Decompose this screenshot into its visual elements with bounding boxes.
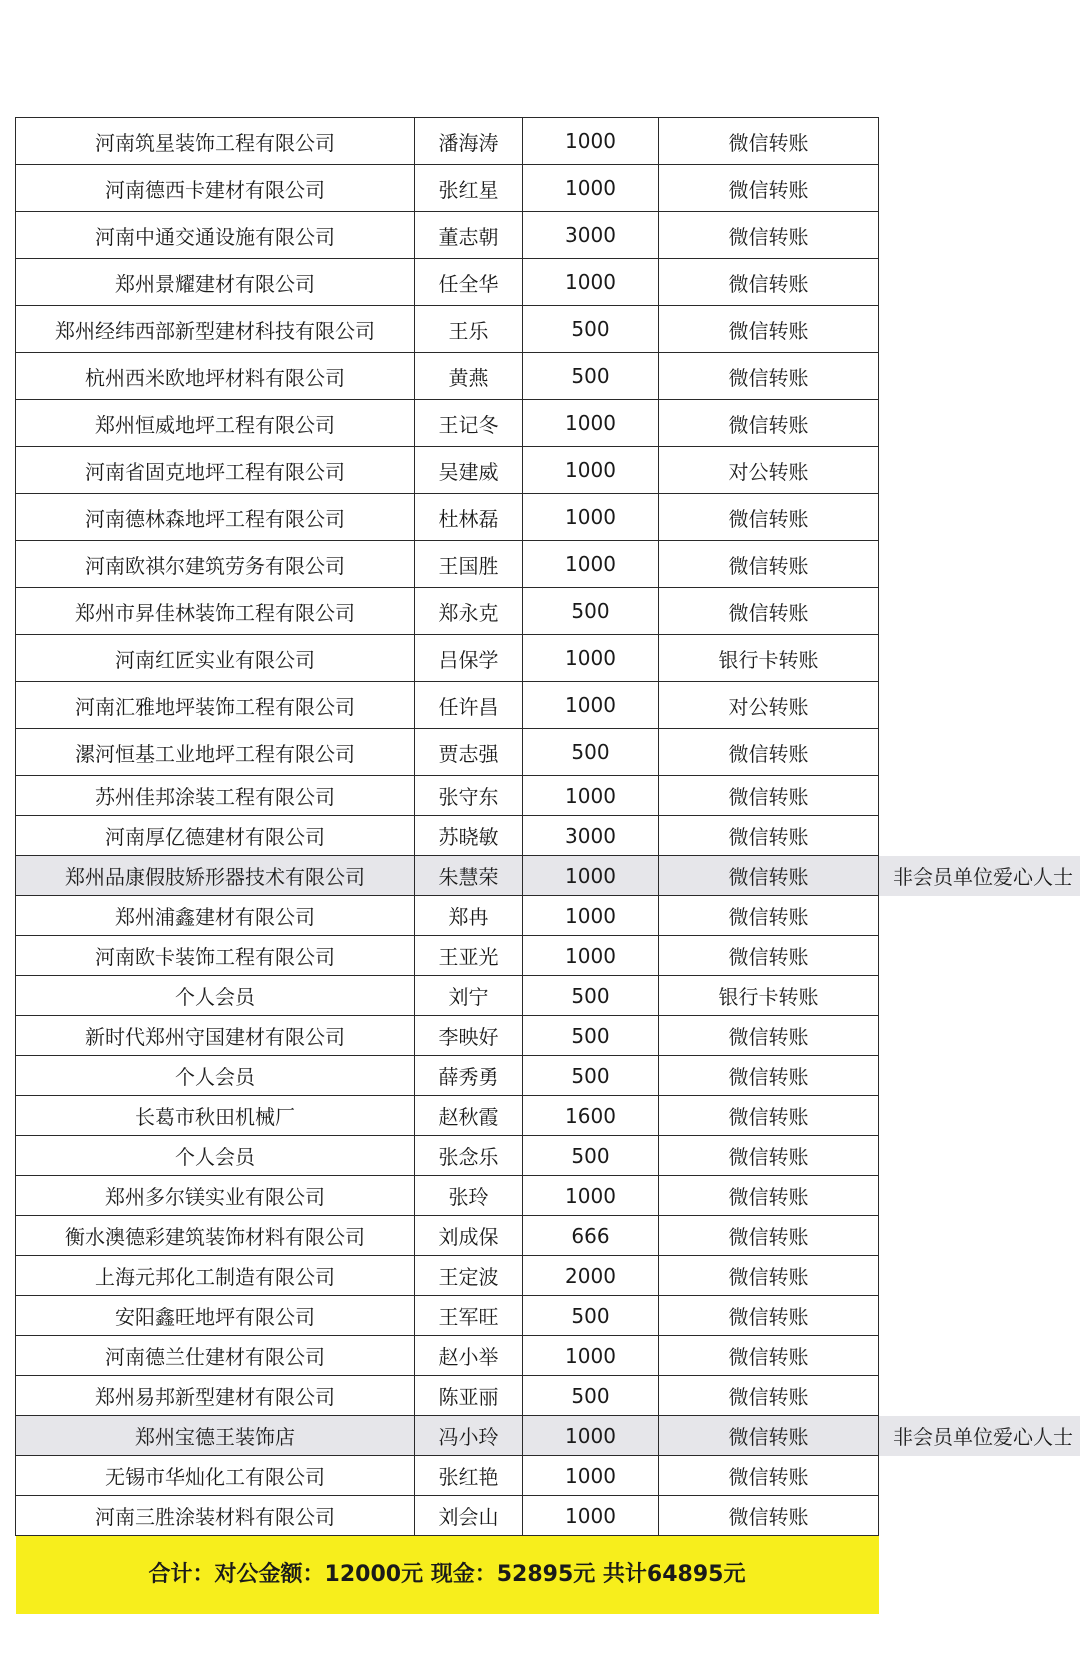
company-cell: 个人会员 <box>16 1056 415 1096</box>
company-cell: 郑州易邦新型建材有限公司 <box>16 1376 415 1416</box>
contact-person-cell: 王亚光 <box>415 936 523 976</box>
amount-cell: 1000 <box>523 635 659 682</box>
amount-cell: 500 <box>523 588 659 635</box>
table-row <box>16 816 1080 856</box>
payment-method-cell: 微信转账 <box>659 212 879 259</box>
table-row <box>16 1016 1080 1056</box>
table-row <box>16 856 1080 896</box>
table-row <box>16 682 1080 729</box>
note-cell <box>879 896 1080 936</box>
amount-cell: 1000 <box>523 682 659 729</box>
company-cell: 郑州品康假肢矫形器技术有限公司 <box>16 856 415 896</box>
contact-person-cell: 郑冉 <box>415 896 523 936</box>
note-cell <box>879 936 1080 976</box>
contact-person-cell: 刘宁 <box>415 976 523 1016</box>
payment-method-cell: 微信转账 <box>659 353 879 400</box>
company-cell: 河南厚亿德建材有限公司 <box>16 816 415 856</box>
contact-person-cell: 董志朝 <box>415 212 523 259</box>
contact-person-cell: 王定波 <box>415 1256 523 1296</box>
payment-method-cell: 微信转账 <box>659 1256 879 1296</box>
note-cell <box>879 1256 1080 1296</box>
contact-person-cell: 张念乐 <box>415 1136 523 1176</box>
table-row <box>16 541 1080 588</box>
amount-cell: 3000 <box>523 212 659 259</box>
contact-person-cell: 刘成保 <box>415 1216 523 1256</box>
contact-person-cell: 张红艳 <box>415 1456 523 1496</box>
payment-method-cell: 微信转账 <box>659 1136 879 1176</box>
contact-person-cell: 王记冬 <box>415 400 523 447</box>
note-cell <box>879 1136 1080 1176</box>
note-cell <box>879 306 1080 353</box>
note-cell <box>879 259 1080 306</box>
contact-person-cell: 薛秀勇 <box>415 1056 523 1096</box>
note-cell <box>879 1016 1080 1056</box>
note-cell <box>879 541 1080 588</box>
contact-person-cell: 朱慧荣 <box>415 856 523 896</box>
company-cell: 衡水澳德彩建筑装饰材料有限公司 <box>16 1216 415 1256</box>
amount-cell: 1000 <box>523 1176 659 1216</box>
table-row <box>16 306 1080 353</box>
note-cell <box>879 447 1080 494</box>
company-cell: 河南德林森地坪工程有限公司 <box>16 494 415 541</box>
company-cell: 河南中通交通设施有限公司 <box>16 212 415 259</box>
amount-cell: 1000 <box>523 541 659 588</box>
payment-method-cell: 微信转账 <box>659 588 879 635</box>
note-cell <box>879 1456 1080 1496</box>
company-cell: 郑州景耀建材有限公司 <box>16 259 415 306</box>
note-cell <box>879 353 1080 400</box>
table-row <box>16 494 1080 541</box>
note-cell <box>879 1336 1080 1376</box>
note-cell <box>879 588 1080 635</box>
contact-person-cell: 李映好 <box>415 1016 523 1056</box>
contact-person-cell: 陈亚丽 <box>415 1376 523 1416</box>
table-row <box>16 936 1080 976</box>
company-cell: 长葛市秋田机械厂 <box>16 1096 415 1136</box>
amount-cell: 3000 <box>523 816 659 856</box>
company-cell: 郑州市昇佳林装饰工程有限公司 <box>16 588 415 635</box>
contact-person-cell: 杜林磊 <box>415 494 523 541</box>
amount-cell: 500 <box>523 1296 659 1336</box>
payment-method-cell: 微信转账 <box>659 936 879 976</box>
company-cell: 个人会员 <box>16 976 415 1016</box>
payment-method-cell: 微信转账 <box>659 729 879 776</box>
table-row <box>16 1296 1080 1336</box>
company-cell: 河南德西卡建材有限公司 <box>16 165 415 212</box>
payment-method-cell: 微信转账 <box>659 1056 879 1096</box>
table-row <box>16 896 1080 936</box>
contact-person-cell: 赵小举 <box>415 1336 523 1376</box>
table-row <box>16 400 1080 447</box>
amount-cell: 500 <box>523 1136 659 1176</box>
company-cell: 河南三胜涂装材料有限公司 <box>16 1496 415 1536</box>
payment-method-cell: 微信转账 <box>659 1176 879 1216</box>
table-row <box>16 212 1080 259</box>
payment-method-cell: 微信转账 <box>659 896 879 936</box>
contact-person-cell: 吕保学 <box>415 635 523 682</box>
table-row <box>16 1496 1080 1536</box>
amount-cell: 1000 <box>523 259 659 306</box>
note-cell <box>879 816 1080 856</box>
contact-person-cell: 郑永克 <box>415 588 523 635</box>
contact-person-cell: 黄燕 <box>415 353 523 400</box>
payment-method-cell: 微信转账 <box>659 1456 879 1496</box>
contact-person-cell: 王军旺 <box>415 1296 523 1336</box>
contact-person-cell: 张守东 <box>415 776 523 816</box>
payment-method-cell: 微信转账 <box>659 400 879 447</box>
contact-person-cell: 张玲 <box>415 1176 523 1216</box>
table-row <box>16 1336 1080 1376</box>
amount-cell: 1000 <box>523 165 659 212</box>
payment-method-cell: 银行卡转账 <box>659 635 879 682</box>
amount-cell: 2000 <box>523 1256 659 1296</box>
company-cell: 河南汇雅地坪装饰工程有限公司 <box>16 682 415 729</box>
company-cell: 个人会员 <box>16 1136 415 1176</box>
amount-cell: 1000 <box>523 856 659 896</box>
payment-method-cell: 微信转账 <box>659 1016 879 1056</box>
company-cell: 郑州浦鑫建材有限公司 <box>16 896 415 936</box>
total-row <box>16 1536 1080 1615</box>
note-cell <box>879 212 1080 259</box>
company-cell: 新时代郑州守国建材有限公司 <box>16 1016 415 1056</box>
table-row <box>16 118 1080 165</box>
company-cell: 无锡市华灿化工有限公司 <box>16 1456 415 1496</box>
donation-table <box>15 117 1080 1614</box>
company-cell: 河南筑星装饰工程有限公司 <box>16 118 415 165</box>
table-row <box>16 1216 1080 1256</box>
payment-method-cell: 微信转账 <box>659 306 879 353</box>
table-row <box>16 259 1080 306</box>
amount-cell: 1000 <box>523 400 659 447</box>
table-row <box>16 1456 1080 1496</box>
note-cell <box>879 494 1080 541</box>
table-row <box>16 1056 1080 1096</box>
table-row <box>16 976 1080 1016</box>
amount-cell: 500 <box>523 353 659 400</box>
contact-person-cell: 冯小玲 <box>415 1416 523 1456</box>
amount-cell: 1000 <box>523 1496 659 1536</box>
amount-cell: 500 <box>523 306 659 353</box>
company-cell: 河南欧卡装饰工程有限公司 <box>16 936 415 976</box>
table-row <box>16 165 1080 212</box>
payment-method-cell: 微信转账 <box>659 541 879 588</box>
note-cell <box>879 1376 1080 1416</box>
amount-cell: 1600 <box>523 1096 659 1136</box>
payment-method-cell: 微信转账 <box>659 856 879 896</box>
table-row <box>16 588 1080 635</box>
table-row <box>16 447 1080 494</box>
amount-cell: 1000 <box>523 776 659 816</box>
company-cell: 郑州多尔镁实业有限公司 <box>16 1176 415 1216</box>
payment-method-cell: 银行卡转账 <box>659 976 879 1016</box>
payment-method-cell: 微信转账 <box>659 1496 879 1536</box>
note-cell <box>879 118 1080 165</box>
company-cell: 河南省固克地坪工程有限公司 <box>16 447 415 494</box>
payment-method-cell: 微信转账 <box>659 1336 879 1376</box>
payment-method-cell: 微信转账 <box>659 1296 879 1336</box>
amount-cell: 1000 <box>523 118 659 165</box>
payment-method-cell: 微信转账 <box>659 494 879 541</box>
note-cell <box>879 400 1080 447</box>
company-cell: 杭州西米欧地坪材料有限公司 <box>16 353 415 400</box>
amount-cell: 666 <box>523 1216 659 1256</box>
note-cell <box>879 976 1080 1016</box>
contact-person-cell: 苏晓敏 <box>415 816 523 856</box>
contact-person-cell: 张红星 <box>415 165 523 212</box>
amount-cell: 1000 <box>523 494 659 541</box>
amount-cell: 500 <box>523 729 659 776</box>
company-cell: 河南德兰仕建材有限公司 <box>16 1336 415 1376</box>
note-cell <box>879 729 1080 776</box>
contact-person-cell: 王国胜 <box>415 541 523 588</box>
note-cell <box>879 1296 1080 1336</box>
note-cell: 非会员单位爱心人士 <box>879 1416 1080 1456</box>
payment-method-cell: 微信转账 <box>659 1096 879 1136</box>
company-cell: 郑州经纬西部新型建材科技有限公司 <box>16 306 415 353</box>
contact-person-cell: 任全华 <box>415 259 523 306</box>
total-row-spacer <box>879 1536 1080 1615</box>
payment-method-cell: 微信转账 <box>659 259 879 306</box>
total-summary: 合计：对公金额：12000元 现金：52895元 共计64895元 <box>16 1536 879 1615</box>
table-row <box>16 1176 1080 1216</box>
contact-person-cell: 贾志强 <box>415 729 523 776</box>
contact-person-cell: 王乐 <box>415 306 523 353</box>
table-row <box>16 353 1080 400</box>
contact-person-cell: 任许昌 <box>415 682 523 729</box>
company-cell: 苏州佳邦涂装工程有限公司 <box>16 776 415 816</box>
amount-cell: 500 <box>523 976 659 1016</box>
amount-cell: 500 <box>523 1376 659 1416</box>
table-row <box>16 1256 1080 1296</box>
company-cell: 安阳鑫旺地坪有限公司 <box>16 1296 415 1336</box>
note-cell <box>879 1216 1080 1256</box>
note-cell <box>879 635 1080 682</box>
contact-person-cell: 潘海涛 <box>415 118 523 165</box>
company-cell: 河南欧祺尔建筑劳务有限公司 <box>16 541 415 588</box>
table-row <box>16 729 1080 776</box>
payment-method-cell: 微信转账 <box>659 1416 879 1456</box>
table-row <box>16 1096 1080 1136</box>
amount-cell: 1000 <box>523 1336 659 1376</box>
note-cell <box>879 1496 1080 1536</box>
company-cell: 河南红匠实业有限公司 <box>16 635 415 682</box>
company-cell: 郑州宝德王装饰店 <box>16 1416 415 1456</box>
note-cell <box>879 682 1080 729</box>
table-row <box>16 1136 1080 1176</box>
note-cell <box>879 776 1080 816</box>
amount-cell: 500 <box>523 1056 659 1096</box>
company-cell: 郑州恒威地坪工程有限公司 <box>16 400 415 447</box>
note-cell <box>879 1176 1080 1216</box>
donation-table-body <box>16 118 1080 1615</box>
amount-cell: 500 <box>523 1016 659 1056</box>
table-row <box>16 635 1080 682</box>
payment-method-cell: 微信转账 <box>659 816 879 856</box>
note-cell <box>879 1096 1080 1136</box>
payment-method-cell: 微信转账 <box>659 165 879 212</box>
note-cell <box>879 1056 1080 1096</box>
table-row <box>16 1376 1080 1416</box>
payment-method-cell: 微信转账 <box>659 118 879 165</box>
table-row <box>16 1416 1080 1456</box>
payment-method-cell: 对公转账 <box>659 447 879 494</box>
amount-cell: 1000 <box>523 936 659 976</box>
payment-method-cell: 微信转账 <box>659 1216 879 1256</box>
contact-person-cell: 赵秋霞 <box>415 1096 523 1136</box>
note-cell <box>879 165 1080 212</box>
amount-cell: 1000 <box>523 1456 659 1496</box>
contact-person-cell: 刘会山 <box>415 1496 523 1536</box>
amount-cell: 1000 <box>523 1416 659 1456</box>
company-cell: 上海元邦化工制造有限公司 <box>16 1256 415 1296</box>
note-cell: 非会员单位爱心人士 <box>879 856 1080 896</box>
payment-method-cell: 对公转账 <box>659 682 879 729</box>
amount-cell: 1000 <box>523 447 659 494</box>
amount-cell: 1000 <box>523 896 659 936</box>
payment-method-cell: 微信转账 <box>659 1376 879 1416</box>
contact-person-cell: 吴建威 <box>415 447 523 494</box>
payment-method-cell: 微信转账 <box>659 776 879 816</box>
table-row <box>16 776 1080 816</box>
company-cell: 漯河恒基工业地坪工程有限公司 <box>16 729 415 776</box>
